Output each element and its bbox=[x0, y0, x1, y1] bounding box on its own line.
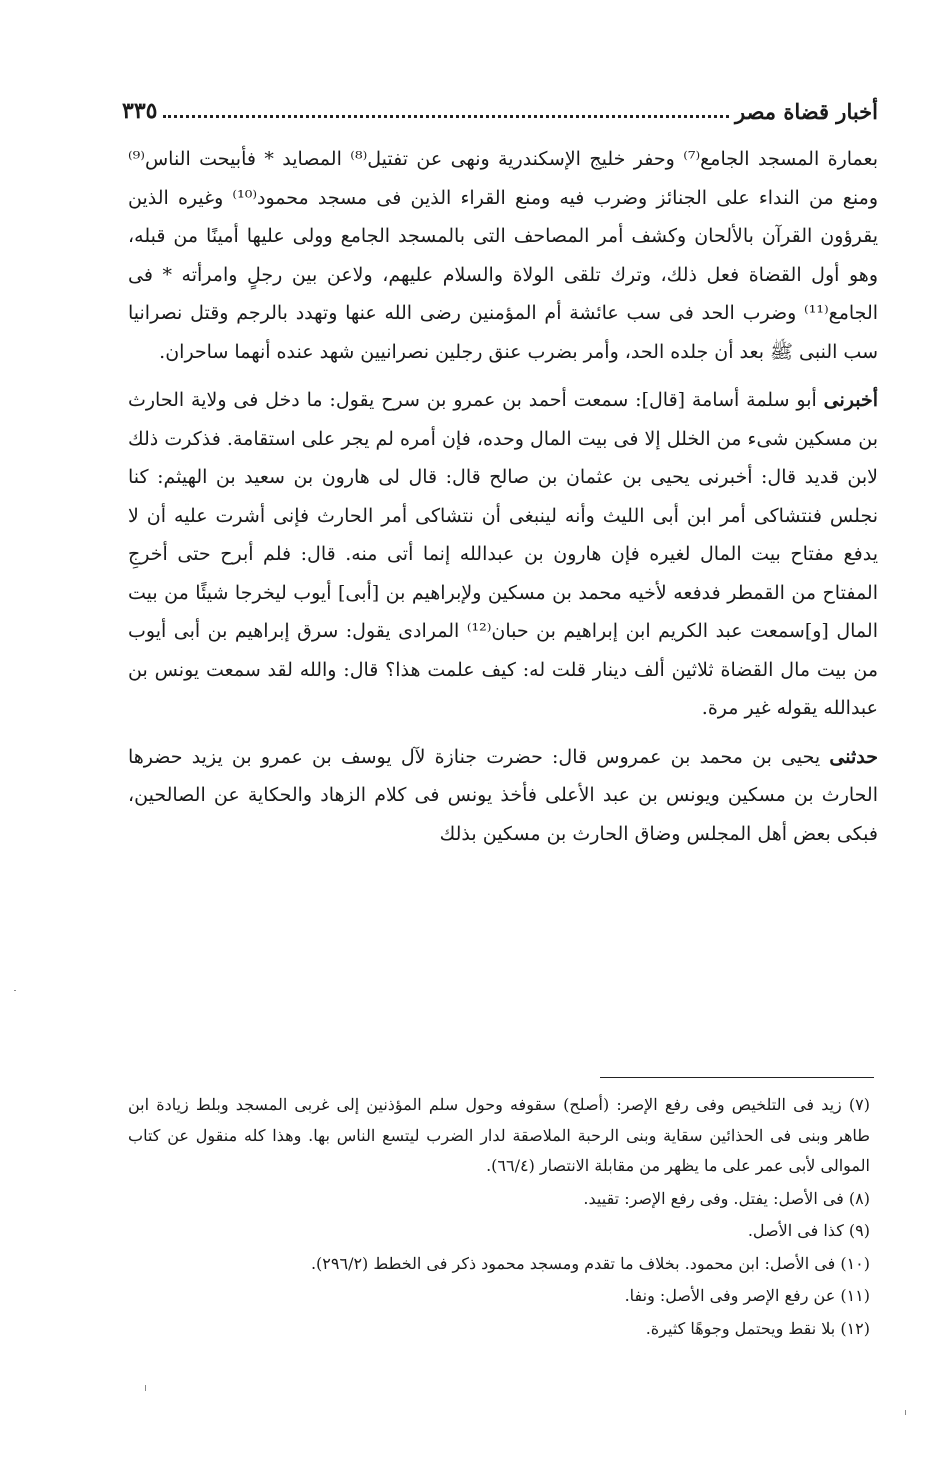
paragraph-2-lead-word: أخبرنى bbox=[823, 389, 878, 411]
paragraph-3-text: يحيى بن محمد بن عمروس قال: حضرت جنازة لآل يوسف بن عمرو بن يزيد حضرها الحارث بن مسكين ويونس بن عبد الأعلى فأخذ يونس فى كلام الزهاد والحكاية عن الصالحين، فبكى بعض أهل المجلس وضاق الحارث بن مسكين بذلك bbox=[128, 745, 878, 845]
running-header bbox=[122, 92, 878, 124]
footnote-8: (٨) فى الأصل: يفتل. وفى رفع الإصر: تقييد. bbox=[583, 1188, 870, 1208]
footnote-12: (١٢) بلا نقط ويحتمل وجوهًا كثيرة. bbox=[645, 1318, 870, 1338]
main-text bbox=[128, 140, 878, 853]
paragraph-3 bbox=[128, 738, 878, 854]
footnote-10: (١٠) فى الأصل: ابن محمود. بخلاف ما تقدم ومسجد محمود ذكر فى الخطط (٢٩٦/٢). bbox=[310, 1253, 870, 1273]
paragraph-2-text: أبو سلمة أسامة [قال]: سمعت أحمد بن عمرو بن سرح يقول: ما دخل فى ولاية الحارث بن مسكين شىء من الخلل إلا فى بيت المال وحده، فإن أمره لم يجر على استقامة. فذكرت ذلك لابن قديد قال: أخبرنى يحيى بن عثمان بن صالح قال: قال لى هارون بن سعيد بن الهيثم: كنا نجلس فنتشاكى أمر ابن أبى الليث وأنه لينبغى أن نتشاكى أمر الحارث فإنى أشرت عليه أن لا يدفع مفتاح بيت المال لغيره فإن هارون بن عبدالله إنما أتى منه. قال: فلم أبرح حتى أخرجِ المفتاح من القمطر فدفعه لأخيه محمد بن مسكين ولإبراهيم بن [أبى] أيوب ليخرجا شيئًا من بيت المال [و]سمعت عبد الكريم ابن إبراهيم بن حبان⁽¹²⁾ المرادى يقول: سرق إبراهيم بن أبى أيوب من بيت مال القضاة ثلاثين ألف دينار قلت له: كيف علمت هذا؟ قال: والله لقد سمعت يونس بن عبدالله يقوله غير مرة. bbox=[128, 389, 878, 719]
paragraph-1-text: بعمارة المسجد الجامع⁽⁷⁾ وحفر خليج الإسكندرية ونهى عن تفتيل⁽⁸⁾ المصايد * فأبيحت الناس⁽⁹⁾ ومنع من النداء على الجنائز وضرب فيه ومنع القراء الذين فى مسجد محمود⁽¹⁰⁾ وغيره الذين يقرؤون القرآن بالألحان وكشف أمر المصاحف التى بالمسجد الجامع وولى عليها أمينًا من قبله، وهو أول القضاة فعل ذلك، وترك تلقى الولاة والسلام عليهم، ولاعن بين رجلٍ وامرأته * فى الجامع⁽¹¹⁾ وضرب الحد فى سب عائشة أم المؤمنين رضى الله عنها وتهدد بالرجم وقتل نصرانيا سب النبى ﷺ بعد أن جلده الحد، وأمر بضرب عنق رجلين نصرانيين شهد عنده أنهما ساحران. bbox=[128, 148, 879, 363]
scan-speck bbox=[905, 1410, 906, 1415]
footnote-9: (٩) كذا فى الأصل. bbox=[747, 1221, 870, 1240]
leader-dots bbox=[163, 115, 729, 118]
scan-speck bbox=[14, 990, 16, 991]
book-title: أخبار قضاة مصر bbox=[734, 99, 878, 124]
footnote-separator bbox=[600, 1077, 874, 1078]
footnote-11: (١١) عن رفع الإصر وفى الأصل: ونفا. bbox=[624, 1286, 870, 1305]
paragraph-2 bbox=[128, 381, 878, 728]
scan-speck bbox=[145, 1385, 146, 1391]
footnotes bbox=[128, 1090, 870, 1344]
paragraph-3-lead-word: حدثنى bbox=[829, 745, 878, 768]
paragraph-1 bbox=[128, 140, 878, 371]
footnote-7: (٧) زيد فى التلخيص وفى رفع الإصر: (أصلح) سقوفه وحول سلم المؤذنين إلى غربى المسجد وبلط زيادة ابن طاهر وبنى فى الحذائين سقاية وبنى الرحبة الملاصقة لدار الضرب ليتسع الناس بها. وهذا كله منقول عن كتاب الموالى لأبى عمر على ما يظهر من مقابلة الانتصار (٦٦/٤). bbox=[128, 1095, 871, 1175]
page-number: ٣٣٥ bbox=[122, 98, 158, 124]
